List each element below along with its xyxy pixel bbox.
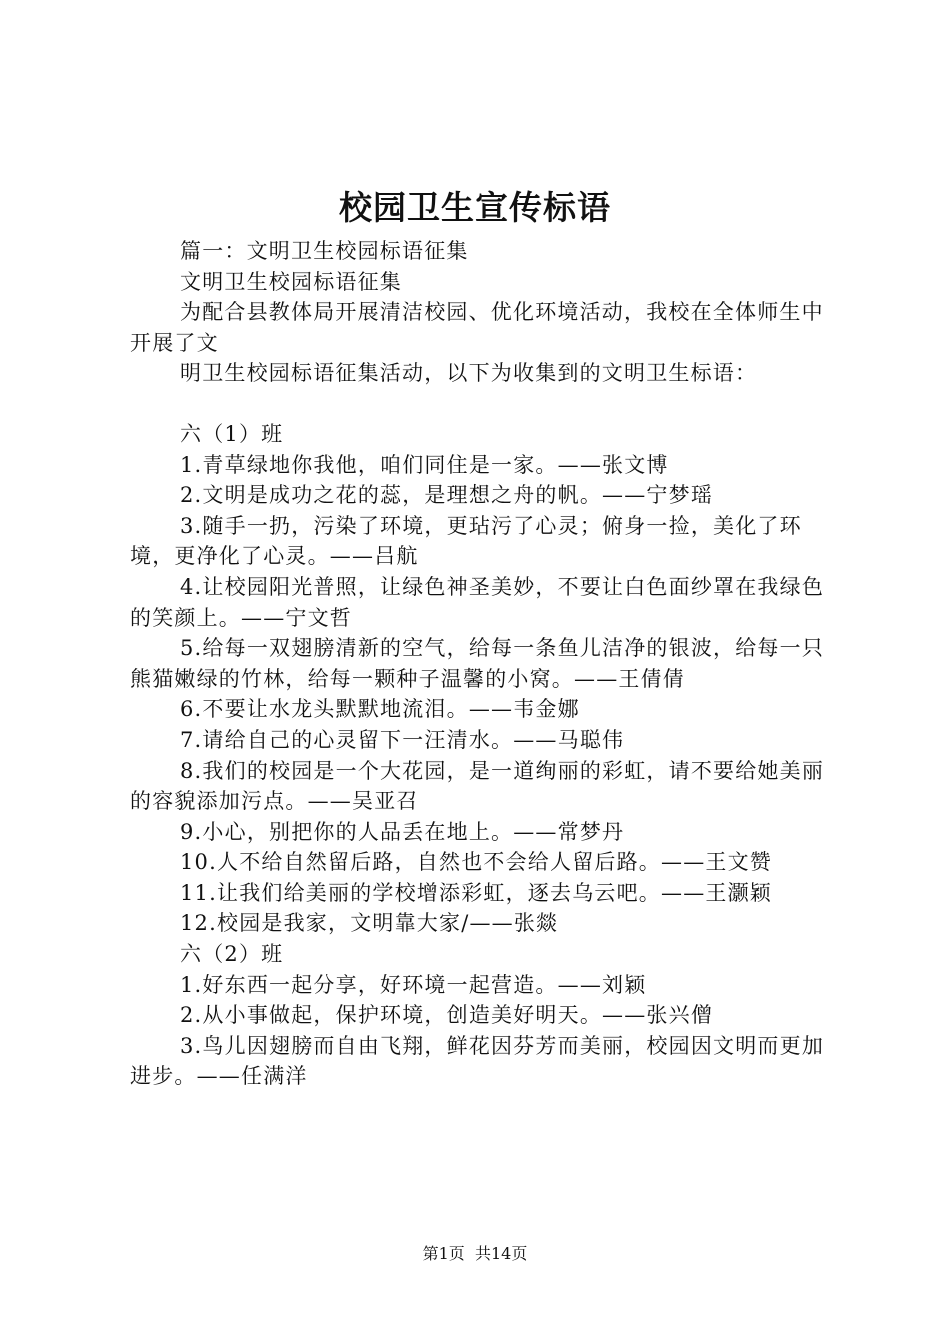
slogan-item: 11.让我们给美丽的学校增添彩虹，逐去乌云吧。——王灏颖 [180,880,772,905]
slogan-item: 4.让校园阳光普照，让绿色神圣美妙，不要让白色面纱罩在我绿色的笑颜上。——宁文哲 [130,574,825,630]
slogan-item: 8.我们的校园是一个大花园，是一道绚丽的彩虹，请不要给她美丽的容貌添加污点。——吴亚召 [130,758,825,814]
slogan-item: 5.给每一双翅膀清新的空气，给每一条鱼儿洁净的银波，给每一只熊猫嫩绿的竹林，给每一颗种子温馨的小窝。——王倩倩 [130,636,825,691]
slogan-item: 9.小心，别把你的人品丢在地上。——常梦丹 [180,819,625,844]
page-number: 第1页 [422,1244,465,1263]
slogan-item: 1.青草绿地你我他，咱们同住是一家。——张文博 [180,452,669,477]
slogan-item: 2.文明是成功之花的蕊，是理想之舟的帆。——宁梦瑶 [180,483,714,508]
document-title: 校园卫生宣传标语 [339,188,611,227]
slogan-item: 3.鸟儿因翅膀而自由飞翔，鲜花因芬芳而美丽，校园因文明而更加进步。——任满洋 [130,1033,825,1089]
slogan-item: 6.不要让水龙头默默地流泪。——韦金娜 [180,697,580,722]
slogan-item: 12.校园是我家，文明靠大家/——张燚 [180,911,559,936]
class-heading: 六（1）班 [180,421,284,446]
slogan-item: 3.随手一扔，污染了环境，更玷污了心灵；俯身一捡，美化了环境，更净化了心灵。——吕航 [130,513,802,569]
slogan-item: 2.从小事做起，保护环境，创造美好明天。——张兴僧 [180,1003,714,1028]
class-heading: 六（2）班 [180,942,284,967]
paragraph: 为配合县教体局开展清洁校园、优化环境活动，我校在全体师生中开展了文 [130,300,824,355]
slogan-item: 10.人不给自然留后路，自然也不会给人留后路。——王文赞 [180,850,772,875]
paragraph: 文明卫生校园标语征集 [180,269,402,294]
slogan-item: 7.请给自己的心灵留下一汪清水。——马聪伟 [180,727,625,752]
page-footer [0,1242,950,1266]
document-body [130,236,830,1092]
page-total: 共14页 [474,1244,528,1263]
paragraph: 明卫生校园标语征集活动，以下为收集到的文明卫生标语： [180,361,758,386]
slogan-item: 1.好东西一起分享，好环境一起营造。——刘颖 [180,972,647,997]
paragraph: 篇一：文明卫生校园标语征集 [180,239,469,263]
